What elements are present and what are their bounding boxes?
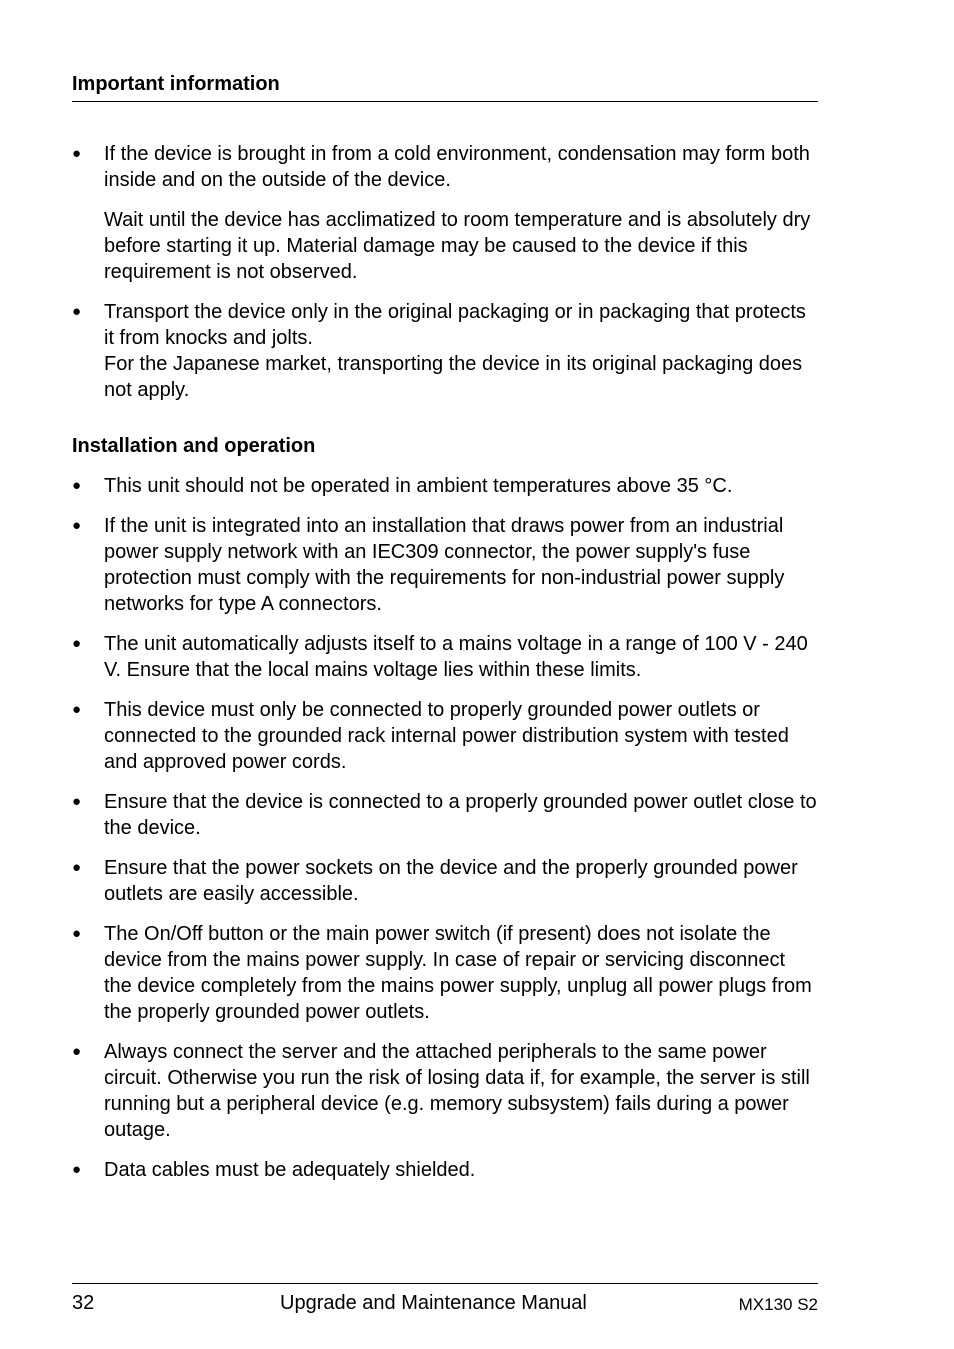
model-name: MX130 S2 [738,1295,818,1314]
list-item [72,1039,818,1143]
list-item [72,789,818,841]
item-text: If the unit is integrated into an installation that draws power from an industrial power supply network with an IEC309 connector, the power supply's fuse protection must comply with the requirements for non-industrial power supply networks for type A connectors. [104,515,785,615]
list-item [72,631,818,683]
bullet-icon: ● [72,477,82,494]
bullet-icon: ● [72,859,82,876]
list-item [72,141,818,285]
main-content [72,141,818,1197]
list-item [72,473,818,499]
running-header [72,72,818,102]
list-item [72,299,818,403]
list-item [72,697,818,775]
item-text: Data cables must be adequately shielded. [104,1159,476,1181]
item-text-line: Transport the device only in the original packaging or in packaging that protects it from knocks and jolts. [104,301,806,349]
item-text: Ensure that the power sockets on the device and the properly grounded power outlets are easily accessible. [104,857,798,905]
list-item [72,1157,818,1183]
item-text: If the device is brought in from a cold environment, condensation may form both inside and on the outside of the device. [104,143,810,191]
item-text: Wait until the device has acclimatized to room temperature and is absolutely dry before starting it up. Material damage may be caused to the device if this requirement is not observed. [104,209,811,283]
bullet-icon: ● [72,517,82,534]
item-text-line: For the Japanese market, transporting the device in its original packaging does not apply. [104,353,803,401]
section-heading: Installation and operation [72,435,316,457]
bullet-icon: ● [72,303,82,320]
list-item [72,513,818,617]
page-number: 32 [72,1292,95,1314]
document-title: Upgrade and Maintenance Manual [280,1292,587,1314]
item-text: The On/Off button or the main power switch (if present) does not isolate the device from the mains power supply. In case of repair or servicing disconnect the device completely from the mains power supply, unplug all power plugs from the properly grounded power outlets. [104,923,812,1023]
item-text: This device must only be connected to properly grounded power outlets or connected to the grounded rack internal power distribution system with tested and approved power cords. [104,699,789,773]
item-text: This unit should not be operated in ambient temperatures above 35 °C. [104,475,733,497]
list-item [72,855,818,907]
bullet-icon: ● [72,145,82,162]
item-text: Always connect the server and the attached peripherals to the same power circuit. Otherwise you run the risk of losing data if, for example, the server is still running but a peripheral device (e.g. memory subsystem) fails during a power outage. [104,1041,810,1141]
bullet-icon: ● [72,793,82,810]
item-text: The unit automatically adjusts itself to a mains voltage in a range of 100 V - 240 V. Ensure that the local mains voltage lies within these limits. [104,633,808,681]
bullet-icon: ● [72,701,82,718]
bullet-icon: ● [72,1043,82,1060]
list-item [72,921,818,1025]
item-text: Ensure that the device is connected to a properly grounded power outlet close to the device. [104,791,817,839]
header-title: Important information [72,73,280,95]
running-footer [72,1283,818,1319]
bullet-icon: ● [72,635,82,652]
bullet-icon: ● [72,1161,82,1178]
item-text [104,299,818,403]
bullet-icon: ● [72,925,82,942]
